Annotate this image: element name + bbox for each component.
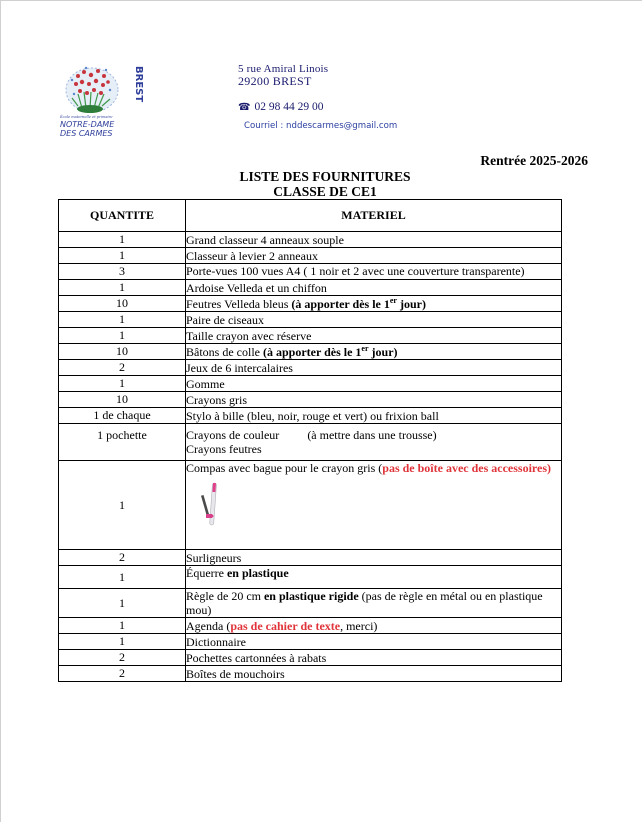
quantity-cell: 1 (59, 248, 186, 264)
table-row (59, 344, 562, 360)
logo-tagline: École maternelle et primaire (60, 115, 113, 119)
quantity-cell: 1 (59, 328, 186, 344)
item-cell: Jeux de 6 intercalaires (186, 360, 562, 376)
item-cell: Surligneurs (186, 550, 562, 566)
table-row (59, 618, 562, 634)
item-bold-note: en plastique rigide (263, 589, 359, 603)
table-row (59, 264, 562, 280)
table-row (59, 408, 562, 424)
quantity-cell: 2 (59, 360, 186, 376)
title-line1: LISTE DES FOURNITURES (239, 169, 411, 184)
table-row (59, 392, 562, 408)
table-row (59, 248, 562, 264)
table-row (59, 650, 562, 666)
item-text: Compas avec bague pour le crayon gris ( (186, 461, 383, 475)
bold-note-text: (à apporter dès le 1 (262, 344, 362, 359)
table-row (59, 296, 562, 312)
item-text: Agenda ( (186, 618, 231, 633)
quantity-cell: 3 (59, 264, 186, 280)
quantity-cell: 10 (59, 392, 186, 408)
quantity-cell: 1 (59, 618, 186, 634)
table-row (59, 424, 562, 461)
email-line: Courriel : nddescarmes@gmail.com (244, 121, 398, 131)
table-row (59, 312, 562, 328)
table-row (59, 376, 562, 392)
item-text: Bâtons de colle (186, 344, 263, 359)
ordinal-suffix: er (361, 343, 369, 353)
school-year: Rentrée 2025-2026 (480, 153, 588, 168)
page-top-edge (0, 0, 642, 1)
school-logo (60, 62, 142, 144)
quantity-cell: 2 (59, 550, 186, 566)
quantity-cell: 1 (59, 566, 186, 589)
item-cell (186, 424, 562, 461)
item-bold-note (291, 297, 426, 311)
telephone-icon: ☎ (238, 101, 251, 113)
phone-number: 02 98 44 29 00 (254, 101, 324, 113)
item-text: Crayons de couleur (186, 428, 280, 442)
school-address (238, 63, 397, 131)
table-row (59, 280, 562, 296)
item-text-end: , merci) (340, 618, 378, 633)
item-text: Feutres Velleda bleus (186, 296, 292, 311)
document-title (185, 169, 465, 199)
item-note: (à mettre dans une trousse) (307, 428, 437, 442)
table-row (59, 328, 562, 344)
item-text: Règle de 20 cm (186, 589, 264, 603)
quantity-cell: 1 pochette (59, 424, 186, 461)
address-city: 29200 BREST (238, 74, 312, 88)
item-red-note: pas de cahier de texte (230, 618, 341, 633)
item-cell (186, 461, 562, 550)
item-cell: Porte-vues 100 vues A4 ( 1 noir et 2 avec une couverture transparente) (186, 264, 562, 280)
bold-note-end: jour) (396, 296, 426, 311)
item-cell (186, 344, 562, 360)
flower-bouquet-icon (66, 67, 118, 113)
quantity-cell: 1 de chaque (59, 408, 186, 424)
logo-city: BREST (133, 66, 144, 103)
table-row (59, 634, 562, 650)
table-row (59, 550, 562, 566)
item-cell (186, 566, 562, 589)
item-bold-note (263, 345, 398, 359)
item-cell: Boîtes de mouchoirs (186, 666, 562, 682)
table-header-row (59, 200, 562, 232)
quantity-cell: 2 (59, 666, 186, 682)
item-cell: Grand classeur 4 anneaux souple (186, 232, 562, 248)
item-cell (186, 296, 562, 312)
table-row (59, 232, 562, 248)
item-text-end: (pas de règle en métal ou en plastique mou) (186, 589, 543, 617)
quantity-cell: 1 (59, 232, 186, 248)
item-cell: Ardoise Velleda et un chiffon (186, 280, 562, 296)
quantity-cell: 1 (59, 280, 186, 296)
logo-name-line2: DES CARMES (60, 129, 113, 138)
header-quantite: QUANTITE (59, 200, 186, 232)
quantity-cell: 10 (59, 296, 186, 312)
item-cell: Stylo à bille (bleu, noir, rouge et vert) ou frixion ball (186, 408, 562, 424)
item-bold-note: en plastique (226, 566, 289, 580)
item-cell: Paire de ciseaux (186, 312, 562, 328)
item-red-note: pas de boîte avec des accessoires (382, 461, 548, 475)
item-cell: Classeur à levier 2 anneaux (186, 248, 562, 264)
quantity-cell: 1 (59, 376, 186, 392)
supplies-table (58, 199, 562, 682)
quantity-cell: 1 (59, 461, 186, 550)
quantity-cell: 1 (59, 589, 186, 618)
item-cell (186, 618, 562, 634)
item-cell: Dictionnaire (186, 634, 562, 650)
item-cell: Gomme (186, 376, 562, 392)
title-line2: CLASSE DE CE1 (273, 184, 377, 199)
table-row (59, 566, 562, 589)
item-cell: Pochettes cartonnées à rabats (186, 650, 562, 666)
quantity-cell: 1 (59, 312, 186, 328)
table-row (59, 666, 562, 682)
table-row (59, 360, 562, 376)
item-cell (186, 589, 562, 618)
item-cell: Crayons gris (186, 392, 562, 408)
page-left-edge (0, 0, 1, 822)
item-cell: Taille crayon avec réserve (186, 328, 562, 344)
item-text-end: ) (547, 461, 552, 475)
ordinal-suffix: er (389, 295, 397, 305)
logo-name-line1: NOTRE-DAME (60, 120, 115, 129)
table-row (59, 589, 562, 618)
address-street: 5 rue Amiral Linois (238, 63, 329, 75)
quantity-cell: 1 (59, 634, 186, 650)
table-row (59, 461, 562, 550)
header-materiel: MATERIEL (186, 200, 562, 232)
bold-note-end: jour) (368, 344, 398, 359)
quantity-cell: 2 (59, 650, 186, 666)
item-text: Équerre (186, 566, 227, 580)
compass-image (200, 481, 222, 529)
item-text-line2: Crayons feutres (186, 442, 262, 456)
bold-note-text: (à apporter dès le 1 (291, 296, 390, 311)
quantity-cell: 10 (59, 344, 186, 360)
phone-line (238, 101, 397, 113)
